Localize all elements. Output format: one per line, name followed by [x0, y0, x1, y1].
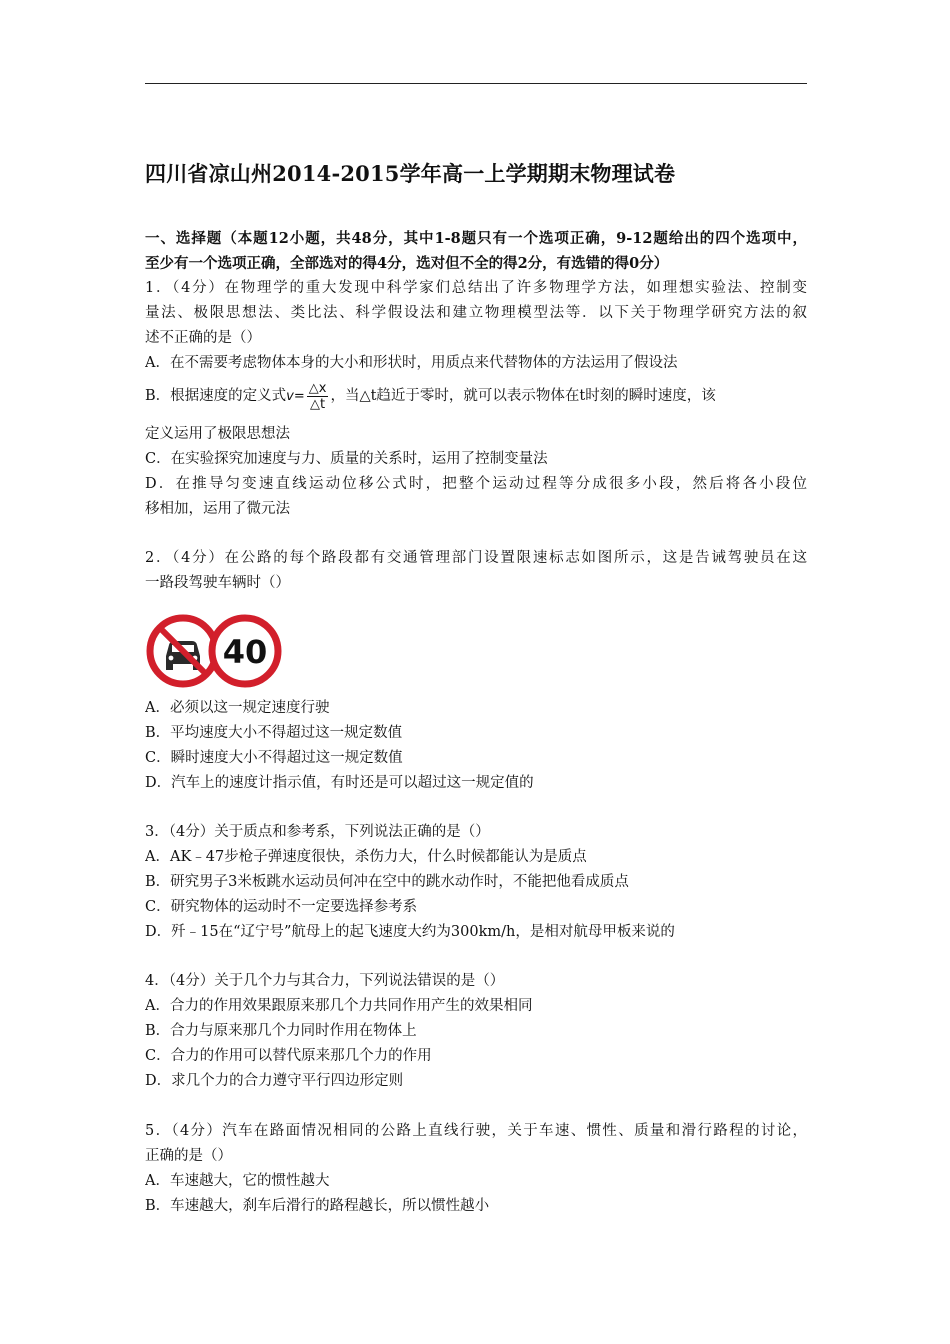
- q1-stem-line-1: 1．（4分）在物理学的重大发现中科学家们总结出了许多物理学方法，如理想实验法、控制变: [145, 280, 807, 296]
- q5-option-b: B．车速越大，刹车后滑行的路程越长，所以惯性越小: [145, 1198, 490, 1214]
- section-line-1: 一、选择题（本题12小题，共48分，其中1-8题只有一个选项正确，9-12题给出的四个选项中，: [145, 230, 807, 247]
- page-title: 四川省凉山州2014-2015学年高一上学期期末物理试卷: [145, 161, 676, 186]
- q1-stem-line-2: 量法、极限思想法、类比法、科学假设法和建立物理模型法等．以下关于物理学研究方法的叙: [145, 305, 807, 321]
- question-1: [145, 276, 807, 376]
- q3-stem: 3．（4分）关于质点和参考系，下列说法正确的是（）: [145, 824, 490, 840]
- q1-option-a: A．在不需要考虑物体本身的大小和形状时，用质点来代替物体的方法运用了假设法: [145, 355, 678, 371]
- q4-option-c: C．合力的作用可以替代原来那几个力的作用: [145, 1048, 432, 1064]
- question-4: [145, 969, 807, 1094]
- q4-option-d: D．求几个力的合力遵守平行四边形定则: [145, 1073, 404, 1089]
- speed-limit-sign-icon: [212, 618, 278, 684]
- q1-option-b: [145, 376, 807, 417]
- q1-option-b-line-1: [145, 376, 807, 417]
- q4-option-a: A．合力的作用效果跟原来那几个力共同作用产生的效果相同: [145, 998, 533, 1014]
- header-rule: [145, 83, 807, 84]
- velocity-fraction: [307, 381, 329, 412]
- q3-option-b: B．研究男子3米板跳水运动员何冲在空中的跳水动作时，不能把他看成质点: [145, 874, 629, 890]
- q5-stem-line-2: 正确的是（）: [145, 1148, 232, 1164]
- question-1-continued: [145, 422, 807, 522]
- q1-stem-line-3: 述不正确的是（）: [145, 330, 261, 346]
- q2-option-d: D．汽车上的速度计指示值，有时还是可以超过这一规定值的: [145, 775, 534, 791]
- fraction-denominator: △t: [310, 396, 326, 412]
- question-2-options: [145, 696, 807, 796]
- no-car-sign-icon: [150, 618, 216, 684]
- q2-option-a: A．必须以这一规定速度行驶: [145, 700, 330, 716]
- q1-option-d-line-1: D．在推导匀变速直线运动位移公式时，把整个运动过程等分成很多小段，然后将各小段位: [145, 476, 807, 492]
- q2-option-b: B．平均速度大小不得超过这一规定数值: [145, 725, 403, 741]
- q2-stem-line-2: 一路段驾驶车辆时（）: [145, 575, 290, 591]
- question-5: [145, 1119, 807, 1219]
- section-line-2: 至少有一个选项正确，全部选对的得4分，选对但不全的得2分，有选错的得0分）: [145, 255, 669, 272]
- velocity-variable: v=: [286, 389, 305, 404]
- fraction-numerator: △x: [308, 380, 327, 396]
- question-3: [145, 820, 807, 945]
- traffic-signs-image: [145, 612, 285, 690]
- q5-option-a: A．车速越大，它的惯性越大: [145, 1173, 330, 1189]
- q4-stem: 4．（4分）关于几个力与其合力，下列说法错误的是（）: [145, 973, 505, 989]
- q3-option-c: C．研究物体的运动时不一定要选择参考系: [145, 899, 418, 915]
- q1-option-b-suffix: ，当△t趋近于零时，就可以表示物体在t时刻的瞬时速度，该: [330, 388, 716, 404]
- section-heading: [145, 226, 807, 276]
- q2-option-c: C．瞬时速度大小不得超过这一规定数值: [145, 750, 403, 766]
- q2-stem-line-1: 2．（4分）在公路的每个路段都有交通管理部门设置限速标志如图所示，这是告诫驾驶员在这: [145, 550, 807, 566]
- q4-option-b: B．合力与原来那几个力同时作用在物体上: [145, 1023, 417, 1039]
- speed-limit-value: 40: [222, 633, 268, 671]
- question-2: [145, 546, 807, 596]
- q3-option-d: D．歼﹣15在“辽宁号”航母上的起飞速度大约为300km/h，是相对航母甲板来说的: [145, 924, 675, 940]
- q5-stem-line-1: 5．（4分）汽车在路面情况相同的公路上直线行驶，关于车速、惯性、质量和滑行路程的讨论，: [145, 1123, 807, 1139]
- q1-option-b-prefix: B．根据速度的定义式: [145, 388, 287, 404]
- q1-option-c: C．在实验探究加速度与力、质量的关系时，运用了控制变量法: [145, 451, 548, 467]
- q3-option-a: A．AK﹣47步枪子弹速度很快，杀伤力大，什么时候都能认为是质点: [145, 849, 587, 865]
- q1-option-d-line-2: 移相加，运用了微元法: [145, 501, 290, 517]
- q1-option-b-line-2: 定义运用了极限思想法: [145, 426, 290, 442]
